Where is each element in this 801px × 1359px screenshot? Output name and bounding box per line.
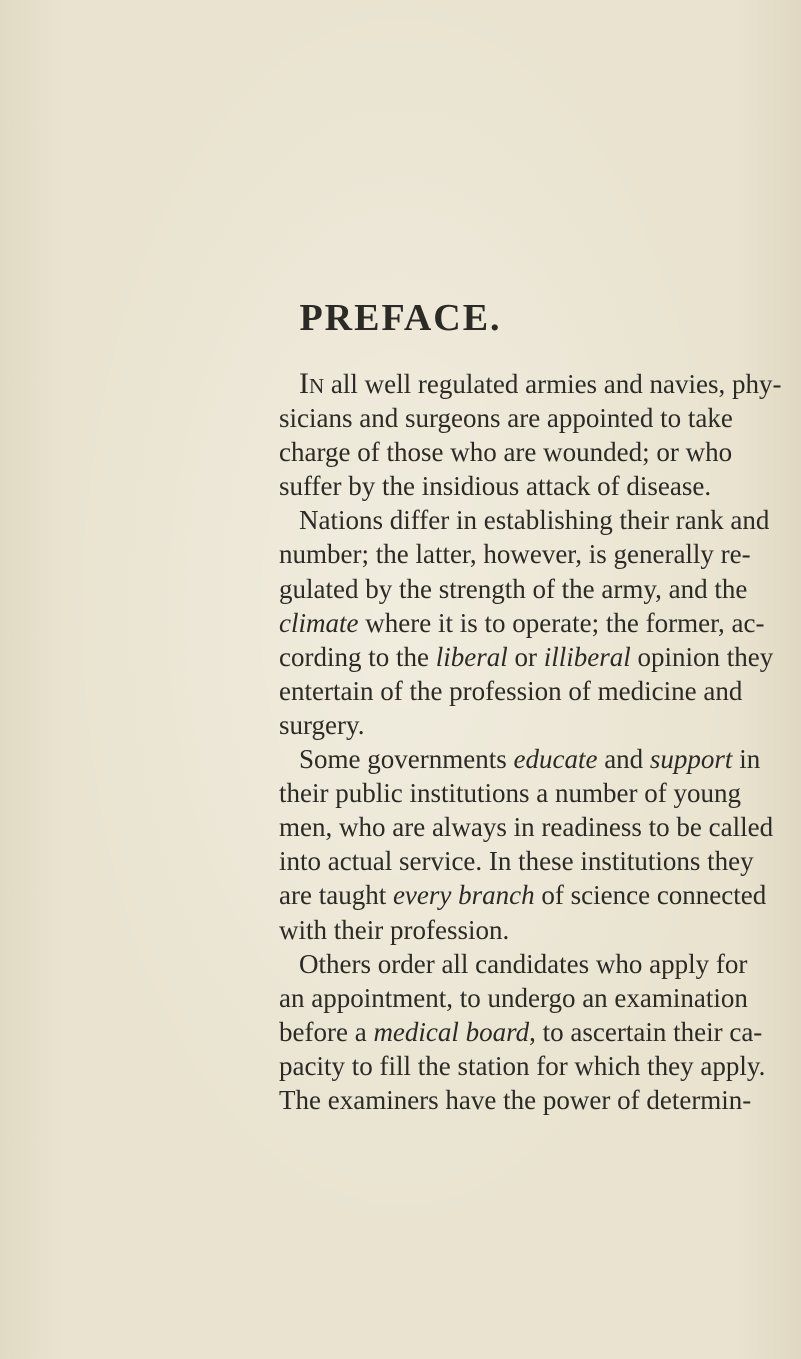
text-line: [279, 401, 733, 435]
text-run: , to ascertain their ca-: [529, 1016, 763, 1047]
text-line: [279, 810, 774, 844]
text-line: [279, 367, 782, 401]
text-run: charge of those who are wounded; or who: [279, 437, 733, 468]
text-run: cording to the: [279, 641, 436, 672]
text-line: [279, 913, 709, 947]
text-line: [279, 469, 712, 503]
text-run: where it is to operate; the former, ac-: [358, 607, 765, 638]
text-line: [279, 1049, 766, 1083]
dropcap-text: I: [299, 367, 309, 400]
text-run: pacity to fill the station for which they apply.: [279, 1050, 766, 1081]
text-line: [279, 742, 761, 776]
text-line: [279, 640, 774, 674]
text-line: [279, 572, 748, 606]
text-run: of science connected: [534, 880, 767, 911]
text-run: sicians and surgeons are appointed to take: [279, 403, 733, 434]
text-run: an appointment, to undergo an examination: [279, 982, 748, 1013]
text-line: [279, 503, 770, 537]
italic-text: illiberal: [543, 641, 631, 672]
text-run: suffer by the insidious attack of disease.: [279, 471, 712, 502]
preface-body: [279, 367, 782, 1117]
text-line: [279, 435, 733, 469]
text-run: surgery.: [279, 709, 365, 740]
text-run: gulated by the strength of the army, and the: [279, 573, 748, 604]
italic-text: every branch: [392, 880, 535, 911]
text-run: The examiners have the power of determin-: [279, 1084, 752, 1115]
smallcap-text: N: [309, 374, 325, 398]
text-line: [279, 1083, 752, 1117]
text-line: [279, 776, 741, 810]
text-run: are taught: [279, 880, 393, 911]
text-run: men, who are always in readiness to be called: [279, 812, 774, 843]
text-run: all well regulated armies and navies, phy-: [324, 369, 782, 399]
text-run: into actual service. In these institutions they: [279, 846, 754, 877]
text-run: their public institutions a number of young: [279, 778, 741, 809]
text-run: or: [507, 641, 544, 672]
italic-text: medical board: [373, 1016, 530, 1047]
text-run: opinion they: [630, 641, 774, 672]
text-run: Others order all candidates who apply for: [299, 948, 748, 979]
text-run: number; the latter, however, is generally re-: [279, 539, 751, 570]
text-run: and: [597, 744, 650, 775]
text-line: [279, 878, 767, 912]
text-line: [279, 947, 748, 981]
text-line: [279, 606, 765, 640]
italic-text: liberal: [435, 641, 508, 672]
text-line: [279, 708, 709, 742]
text-run: Some governments: [299, 744, 514, 775]
italic-text: support: [649, 744, 733, 775]
text-line: [279, 981, 748, 1015]
text-run: with their profession.: [279, 914, 510, 945]
italic-text: climate: [279, 607, 359, 638]
text-line: [279, 1015, 763, 1049]
text-line: [279, 537, 751, 571]
text-run: Nations differ in establishing their rank and: [299, 505, 770, 536]
italic-text: educate: [513, 744, 598, 775]
text-run: before a: [279, 1016, 374, 1047]
text-line: [279, 844, 754, 878]
text-run: in: [732, 744, 761, 775]
text-run: entertain of the profession of medicine and: [279, 675, 743, 706]
text-line: [279, 674, 743, 708]
page-title: PREFACE.: [299, 297, 502, 339]
